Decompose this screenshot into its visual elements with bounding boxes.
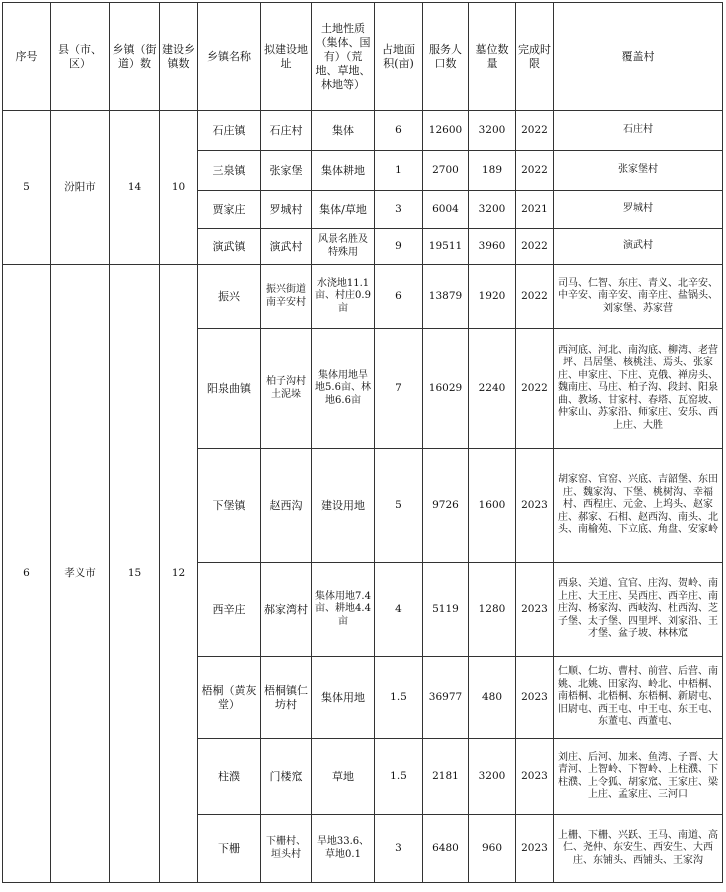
cell-area: 5 — [375, 449, 423, 563]
cell-land: 集体 — [312, 111, 375, 151]
header-site: 拟建设地址 — [261, 3, 312, 111]
cell-land: 建设用地 — [312, 449, 375, 563]
cell-graves: 2240 — [469, 329, 516, 449]
group-built: 10 — [160, 111, 198, 265]
cell-population: 9726 — [423, 449, 469, 563]
cell-site: 张家堡 — [261, 151, 312, 191]
cell-population: 13879 — [423, 265, 469, 329]
cell-area: 4 — [375, 563, 423, 657]
cell-town: 贾家庄 — [198, 191, 261, 229]
cell-villages: 石庄村 — [554, 111, 723, 151]
cell-population: 6480 — [423, 815, 469, 883]
cell-graves: 1280 — [469, 563, 516, 657]
cell-area: 9 — [375, 229, 423, 265]
cell-town: 下堡镇 — [198, 449, 261, 563]
cell-site: 赵西沟 — [261, 449, 312, 563]
cell-graves: 189 — [469, 151, 516, 191]
cell-area: 1 — [375, 151, 423, 191]
cell-villages: 胡家窑、官窑、兴底、吉韶堡、东田庄、魏家沟、下堡、桃树沟、幸福村、西程庄、元金、上坞头、赵家庄、郝家、石相、赵西沟、南头、北头、南榆苑、下立底、角盘、安家岭 — [554, 449, 723, 563]
cell-town: 下栅 — [198, 815, 261, 883]
header-towns: 乡镇（街道）数 — [110, 3, 160, 111]
cell-site: 石庄村 — [261, 111, 312, 151]
data-table — [2, 2, 723, 883]
cell-graves: 1920 — [469, 265, 516, 329]
group-towns: 15 — [110, 265, 160, 883]
header-villages: 覆盖村 — [554, 3, 723, 111]
cell-town: 西辛庄 — [198, 563, 261, 657]
header-population: 服务人口数 — [423, 3, 469, 111]
cell-graves: 3200 — [469, 111, 516, 151]
cell-deadline: 2023 — [516, 657, 554, 739]
cell-deadline: 2023 — [516, 449, 554, 563]
cell-population: 2181 — [423, 739, 469, 815]
header-seq: 序号 — [3, 3, 51, 111]
cell-area: 6 — [375, 265, 423, 329]
cell-population: 5119 — [423, 563, 469, 657]
group-county: 汾阳市 — [51, 111, 110, 265]
cell-land: 集体用地7.4亩、耕地4.4亩 — [312, 563, 375, 657]
cell-deadline: 2023 — [516, 563, 554, 657]
header-deadline: 完成时限 — [516, 3, 554, 111]
cell-town: 三泉镇 — [198, 151, 261, 191]
header-land-nature: 土地性质（集体、国有）（荒地、草地、林地等） — [312, 3, 375, 111]
cell-town: 振兴 — [198, 265, 261, 329]
cell-site: 演武村 — [261, 229, 312, 265]
cell-population: 19511 — [423, 229, 469, 265]
cell-land: 旱地33.6、草地0.1 — [312, 815, 375, 883]
group-county: 孝义市 — [51, 265, 110, 883]
cell-land: 草地 — [312, 739, 375, 815]
cell-area: 6 — [375, 111, 423, 151]
cell-town: 柱濮 — [198, 739, 261, 815]
cell-villages: 演武村 — [554, 229, 723, 265]
group-towns: 14 — [110, 111, 160, 265]
cell-villages: 刘庄、后河、加来、鱼湾、子晋、大青河、上智岭、下智岭、上柱濮、下柱濮、上令狐、胡家窊、王家庄、梁上庄、孟家庄、三河口 — [554, 739, 723, 815]
cell-land: 集体用地旱地5.6亩、林地6.6亩 — [312, 329, 375, 449]
cell-villages: 罗城村 — [554, 191, 723, 229]
group-seq: 5 — [3, 111, 51, 265]
cell-land: 集体用地 — [312, 657, 375, 739]
cell-population: 16029 — [423, 329, 469, 449]
cell-area: 7 — [375, 329, 423, 449]
cell-area: 1.5 — [375, 739, 423, 815]
header-graves: 墓位数量 — [469, 3, 516, 111]
cell-deadline: 2023 — [516, 739, 554, 815]
cell-site: 罗城村 — [261, 191, 312, 229]
cell-graves: 480 — [469, 657, 516, 739]
cell-site: 梧桐镇仁坊村 — [261, 657, 312, 739]
cell-villages: 司马、仁智、东庄、青义、北辛安、中辛安、南辛安、南辛庄、盐锅头、刘家堡、苏家营 — [554, 265, 723, 329]
cell-land: 集体耕地 — [312, 151, 375, 191]
cell-land: 水浇地11.1亩、村庄0.9亩 — [312, 265, 375, 329]
header-county: 县（市、区） — [51, 3, 110, 111]
cell-graves: 960 — [469, 815, 516, 883]
header-row — [3, 3, 723, 111]
cell-deadline: 2022 — [516, 229, 554, 265]
cell-deadline: 2023 — [516, 815, 554, 883]
table-row — [3, 265, 723, 329]
cell-town: 阳泉曲镇 — [198, 329, 261, 449]
cell-deadline: 2022 — [516, 111, 554, 151]
cell-town: 石庄镇 — [198, 111, 261, 151]
table-row — [3, 111, 723, 151]
cell-site: 下栅村、垣头村 — [261, 815, 312, 883]
cell-graves: 3200 — [469, 191, 516, 229]
cell-population: 12600 — [423, 111, 469, 151]
group-built: 12 — [160, 265, 198, 883]
cell-deadline: 2022 — [516, 329, 554, 449]
cell-graves: 3200 — [469, 739, 516, 815]
cell-site: 柏子沟村土泥垛 — [261, 329, 312, 449]
cell-villages: 仁顺、仁坊、曹村、前营、后营、南姚、北姚、田家沟、岭北、中梧桐、南梧桐、北梧桐、东梧桐、新尉屯、旧尉屯、西王屯、中王屯、东王屯、东董屯、西董屯、 — [554, 657, 723, 739]
cell-villages: 上栅、下栅、兴跃、王马、南道、高仁、尧仲、东安生、西安生、大西庄、东铺头、西铺头、王家沟 — [554, 815, 723, 883]
cell-town: 梧桐（黄灰堂） — [198, 657, 261, 739]
cell-site: 振兴街道南辛安村 — [261, 265, 312, 329]
header-area: 占地面积(亩) — [375, 3, 423, 111]
header-town-name: 乡镇名称 — [198, 3, 261, 111]
cell-villages: 西泉、关道、宜官、庄沟、贺岭、南上庄、大王庄、吴西庄、西辛庄、南庄沟、杨家沟、西岐沟、杜西沟、芝子堡、太子堡、四里坪、刘家沿、王才堡、盆子坡、林林窊 — [554, 563, 723, 657]
cell-site: 郝家湾村 — [261, 563, 312, 657]
cell-land: 集体/草地 — [312, 191, 375, 229]
cell-area: 3 — [375, 815, 423, 883]
header-built: 建设乡镇数 — [160, 3, 198, 111]
cell-population: 6004 — [423, 191, 469, 229]
cell-graves: 1600 — [469, 449, 516, 563]
cell-population: 36977 — [423, 657, 469, 739]
cell-town: 演武镇 — [198, 229, 261, 265]
cell-area: 1.5 — [375, 657, 423, 739]
cell-villages: 张家堡村 — [554, 151, 723, 191]
cell-deadline: 2022 — [516, 265, 554, 329]
cell-site: 门楼窊 — [261, 739, 312, 815]
cell-population: 2700 — [423, 151, 469, 191]
cell-deadline: 2021 — [516, 191, 554, 229]
cell-area: 3 — [375, 191, 423, 229]
cell-land: 风景名胜及特殊用 — [312, 229, 375, 265]
cell-graves: 3960 — [469, 229, 516, 265]
cell-deadline: 2022 — [516, 151, 554, 191]
cell-villages: 西河底、河北、南沟底、柳湾、老营坪、吕居堡、核桃洼、焉头、张家庄、申家庄、下庄、克俄、禅房头、魏南庄、马庄、柏子沟、段封、阳泉曲、教场、甘家村、春塔、瓦窑坡、仲家山、苏家沿、师家庄、安乐、西上庄、大胜 — [554, 329, 723, 449]
group-seq: 6 — [3, 265, 51, 883]
